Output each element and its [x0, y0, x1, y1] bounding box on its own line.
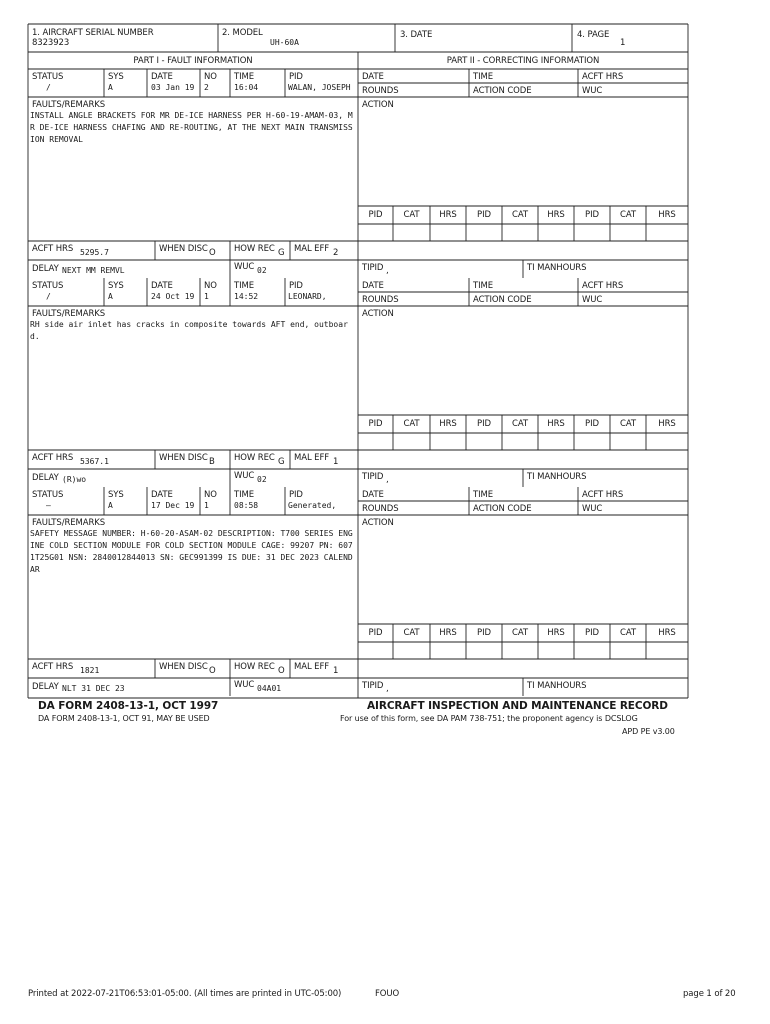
action-code-label: ACTION CODE	[473, 295, 532, 305]
correction-date-label: DATE	[362, 490, 384, 500]
tipid-value: ,	[386, 266, 389, 276]
signoff-cat-header: CAT	[512, 419, 528, 429]
correction-time-label: TIME	[473, 490, 494, 500]
correction-time-label: TIME	[473, 281, 494, 291]
page-value: 1	[620, 38, 626, 48]
action-code-label: ACTION CODE	[473, 86, 532, 96]
signoff-pid-header: PID	[477, 210, 491, 220]
correction-wuc-label: WUC	[582, 295, 603, 305]
pid-label: PID	[289, 490, 303, 500]
mal-eff-label: MAL EFF	[294, 453, 330, 463]
correction-acft-hrs-label: ACFT HRS	[582, 72, 624, 82]
signoff-cat-header: CAT	[512, 210, 528, 220]
date-label: 3. DATE	[400, 30, 433, 40]
correction-acft-hrs-label: ACFT HRS	[582, 281, 624, 291]
time-value: 16:04	[234, 83, 259, 92]
time-label: TIME	[234, 281, 255, 291]
signoff-hrs-header: HRS	[658, 628, 676, 638]
when-disc-value: O	[209, 666, 216, 676]
signoff-hrs-header: HRS	[658, 210, 676, 220]
signoff-pid-header: PID	[585, 628, 599, 638]
rounds-label: ROUNDS	[362, 86, 399, 96]
signoff-hrs-header: HRS	[547, 628, 565, 638]
when-disc-label: WHEN DISC	[159, 662, 208, 672]
correction-time-label: TIME	[473, 72, 494, 82]
signoff-cat-header: CAT	[620, 210, 636, 220]
when-disc-label: WHEN DISC	[159, 244, 208, 254]
fouo-marking: FOUO	[375, 989, 400, 999]
correction-date-label: DATE	[362, 281, 384, 291]
form-title: DA FORM 2408-13-1, OCT 1997	[38, 700, 219, 712]
delay-value: NEXT MM REMVL	[62, 266, 125, 275]
sys-value: A	[108, 501, 113, 510]
mal-eff-label: MAL EFF	[294, 662, 330, 672]
pid-label: PID	[289, 281, 303, 291]
status-value: /	[46, 292, 51, 301]
mal-eff-label: MAL EFF	[294, 244, 330, 254]
time-value: 14:52	[234, 292, 259, 301]
status-value: –	[46, 501, 51, 510]
pid-value: WALAN, JOSEPH	[288, 83, 351, 92]
signoff-pid-header: PID	[477, 628, 491, 638]
correction-wuc-label: WUC	[582, 504, 603, 514]
how-rec-value: G	[278, 248, 285, 258]
acft-hrs-value: 1821	[80, 666, 100, 675]
date-value: 03 Jan 19	[151, 83, 195, 92]
signoff-pid-header: PID	[477, 419, 491, 429]
how-rec-label: HOW REC	[234, 244, 275, 254]
sys-value: A	[108, 83, 113, 92]
sys-label: SYS	[108, 490, 124, 500]
status-value: /	[46, 83, 51, 92]
date-label: DATE	[151, 281, 173, 291]
no-value: 1	[204, 292, 209, 301]
mal-eff-value: 1	[333, 666, 339, 676]
mal-eff-value: 1	[333, 457, 339, 467]
part2-title: PART II - CORRECTING INFORMATION	[446, 56, 600, 66]
acft-hrs-label: ACFT HRS	[32, 662, 74, 672]
signoff-hrs-header: HRS	[439, 210, 457, 220]
date-label: DATE	[151, 72, 173, 82]
signoff-cat-header: CAT	[403, 628, 420, 638]
when-disc-label: WHEN DISC	[159, 453, 208, 463]
record-subtitle: For use of this form, see DA PAM 738-751; the proponent agency is DCSLOG	[340, 714, 638, 723]
version-label: APD PE v3.00	[622, 727, 675, 736]
how-rec-value: O	[278, 666, 285, 676]
page-count: page 1 of 20	[683, 989, 736, 999]
how-rec-label: HOW REC	[234, 662, 275, 672]
how-rec-value: G	[278, 457, 285, 467]
faults-remarks-text: SAFETY MESSAGE NUMBER: H-60-20-ASAM-02 DESCRIPTION: T700 SERIES ENGINE COLD SECTION MODULE FOR COLD SECTION MODULE CAGE: 99207 PN: 6071T25G01 NSN: 2840012844013 SN: GEC991399 IS DUE: 31 DEC 2023 CALENDAR	[30, 529, 353, 574]
ti-manhours-label: TI MANHOURS	[527, 472, 587, 482]
faults-remarks-text: INSTALL ANGLE BRACKETS FOR MR DE-ICE HARNESS PER H-60-19-AMAM-03, MR DE-ICE HARNESS CHAFING AND RE-ROUTING, AT THE NEXT MAIN TRANSMISSION REMOVAL	[30, 111, 353, 144]
sys-label: SYS	[108, 72, 124, 82]
acft-hrs-value: 5367.1	[80, 457, 109, 466]
signoff-pid-header: PID	[368, 419, 383, 429]
status-label: STATUS	[32, 281, 64, 291]
record-title: AIRCRAFT INSPECTION AND MAINTENANCE RECORD	[367, 700, 668, 712]
faults-remarks-label: FAULTS/REMARKS	[32, 518, 106, 528]
delay-label: DELAY	[32, 682, 59, 692]
action-label: ACTION	[362, 100, 394, 110]
time-label: TIME	[234, 72, 255, 82]
form-subtitle: DA FORM 2408-13-1, OCT 91, MAY BE USED	[38, 714, 210, 723]
signoff-hrs-header: HRS	[439, 628, 457, 638]
tipid-value: ,	[386, 684, 389, 694]
status-label: STATUS	[32, 490, 64, 500]
time-value: 08:58	[234, 501, 259, 510]
wuc-value: 04A01	[257, 684, 282, 693]
signoff-hrs-header: HRS	[547, 210, 565, 220]
tipid-value: ,	[386, 475, 389, 485]
delay-value: (R)wo	[62, 475, 87, 484]
signoff-pid-header: PID	[368, 628, 383, 638]
no-label: NO	[204, 72, 217, 82]
signoff-pid-header: PID	[585, 210, 599, 220]
wuc-label: WUC	[234, 471, 255, 481]
acft-hrs-label: ACFT HRS	[32, 453, 74, 463]
faults-remarks-label: FAULTS/REMARKS	[32, 309, 106, 319]
printed-timestamp: Printed at 2022-07-21T06:53:01-05:00. (All times are printed in UTC-05:00)	[28, 989, 342, 999]
signoff-cat-header: CAT	[620, 628, 636, 638]
faults-remarks-label: FAULTS/REMARKS	[32, 100, 106, 110]
signoff-cat-header: CAT	[403, 419, 420, 429]
signoff-hrs-header: HRS	[547, 419, 565, 429]
serial-number-label: 1. AIRCRAFT SERIAL NUMBER	[32, 28, 154, 38]
date-value: 24 Oct 19	[151, 292, 195, 301]
correction-acft-hrs-label: ACFT HRS	[582, 490, 624, 500]
signoff-cat-header: CAT	[512, 628, 528, 638]
correction-date-label: DATE	[362, 72, 384, 82]
no-label: NO	[204, 281, 217, 291]
action-code-label: ACTION CODE	[473, 504, 532, 514]
delay-value: NLT 31 DEC 23	[62, 684, 125, 693]
acft-hrs-label: ACFT HRS	[32, 244, 74, 254]
no-value: 2	[204, 83, 209, 92]
delay-label: DELAY	[32, 264, 59, 274]
no-label: NO	[204, 490, 217, 500]
no-value: 1	[204, 501, 209, 510]
tipid-label: TIPID	[362, 263, 384, 273]
how-rec-label: HOW REC	[234, 453, 275, 463]
when-disc-value: O	[209, 248, 216, 258]
signoff-cat-header: CAT	[403, 210, 420, 220]
time-label: TIME	[234, 490, 255, 500]
signoff-pid-header: PID	[368, 210, 383, 220]
wuc-value: 02	[257, 475, 267, 484]
delay-label: DELAY	[32, 473, 59, 483]
date-label: DATE	[151, 490, 173, 500]
action-label: ACTION	[362, 309, 394, 319]
correction-wuc-label: WUC	[582, 86, 603, 96]
tipid-label: TIPID	[362, 681, 384, 691]
pid-value: LEONARD,	[288, 292, 327, 301]
model-value: UH-60A	[270, 38, 299, 47]
acft-hrs-value: 5295.7	[80, 248, 109, 257]
status-label: STATUS	[32, 72, 64, 82]
ti-manhours-label: TI MANHOURS	[527, 263, 587, 273]
signoff-pid-header: PID	[585, 419, 599, 429]
serial-number-value: 8323923	[32, 38, 70, 48]
wuc-value: 02	[257, 266, 267, 275]
sys-label: SYS	[108, 281, 124, 291]
when-disc-value: B	[209, 457, 215, 467]
rounds-label: ROUNDS	[362, 504, 399, 514]
action-label: ACTION	[362, 518, 394, 528]
tipid-label: TIPID	[362, 472, 384, 482]
date-value: 17 Dec 19	[151, 501, 195, 510]
page-label: 4. PAGE	[577, 30, 610, 40]
faults-remarks-text: RH side air inlet has cracks in composite towards AFT end, outboard.	[30, 320, 348, 341]
wuc-label: WUC	[234, 262, 255, 272]
pid-value: Generated,	[288, 501, 337, 510]
ti-manhours-label: TI MANHOURS	[527, 681, 587, 691]
pid-label: PID	[289, 72, 303, 82]
mal-eff-value: 2	[333, 248, 339, 258]
model-label: 2. MODEL	[222, 28, 263, 38]
rounds-label: ROUNDS	[362, 295, 399, 305]
signoff-cat-header: CAT	[620, 419, 636, 429]
part1-title: PART I - FAULT INFORMATION	[133, 56, 253, 66]
signoff-hrs-header: HRS	[439, 419, 457, 429]
wuc-label: WUC	[234, 680, 255, 690]
signoff-hrs-header: HRS	[658, 419, 676, 429]
sys-value: A	[108, 292, 113, 301]
